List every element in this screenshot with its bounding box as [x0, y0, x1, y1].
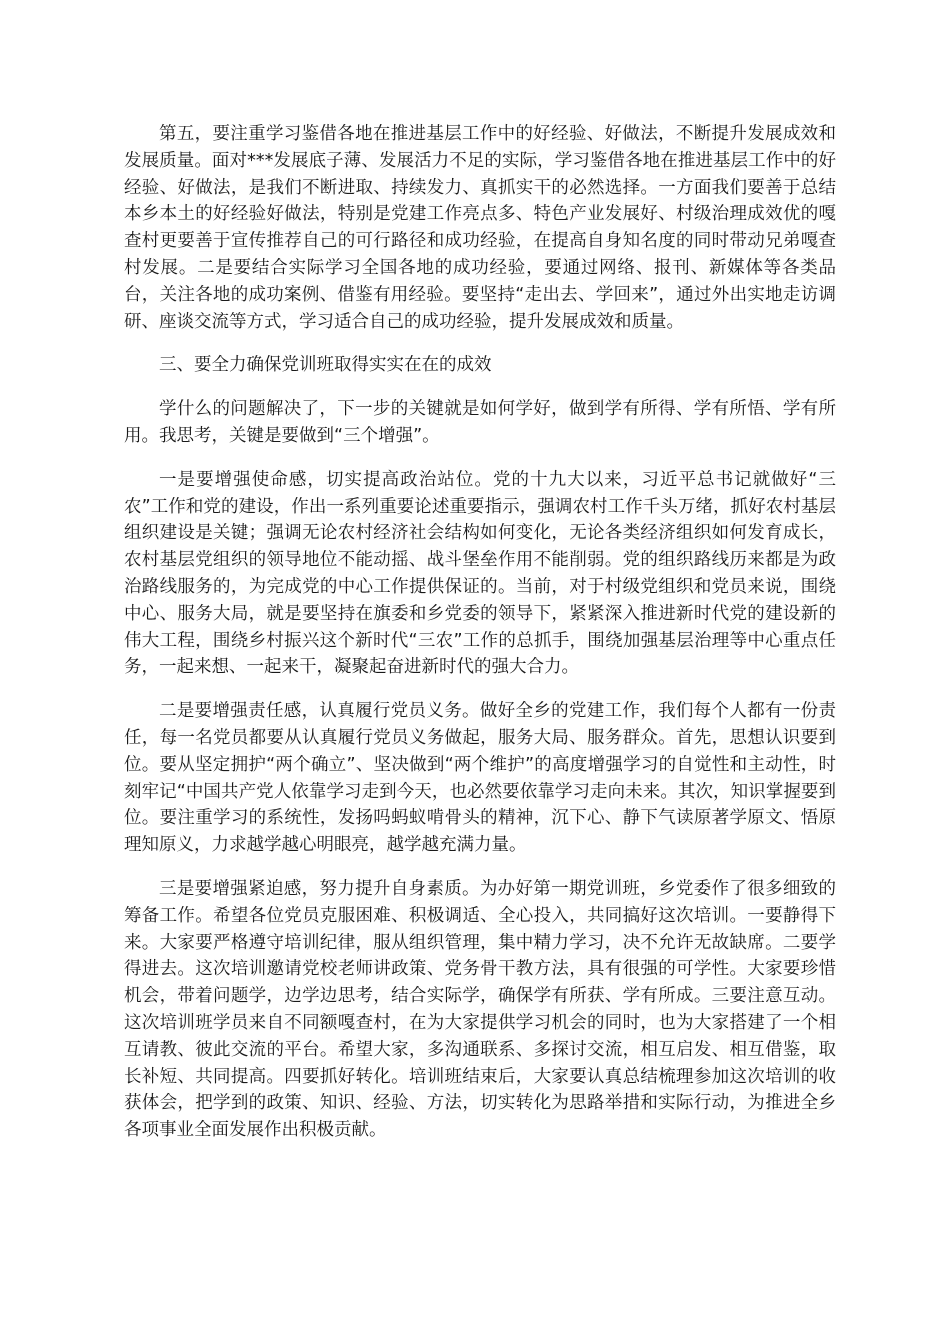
section-heading-three: 三、要全力确保党训班取得实实在在的成效 — [159, 355, 492, 376]
paragraph-intro-three-enhancements: 学什么的问题解决了，下一步的关键就是如何学好，做到学有所得、学有所悟、学有所用。我思考，关键是要做到“三个增强”。 — [124, 399, 836, 446]
document-page — [124, 121, 836, 1161]
paragraph-urgency: 三是要增强紧迫感，努力提升自身素质。为办好第一期党训班，乡党委作了很多细致的筹备工作。希望各位党员克服困难、积极调适、全心投入，共同搞好这次培训。一要静得下来。大家要严格遵守培训纪律，服从组织管理，集中精力学习，决不允许无故缺席。二要学得进去。这次培训邀请党校老师讲政策、党务骨干教方法，具有很强的可学性。大家要珍惜机会，带着问题学，边学边思考，结合实际学，确保学有所获、学有所成。三要注意互动。这次培训班学员来自不同额嘎查村，在为大家提供学习机会的同时，也为大家搭建了一个相互请教、彼此交流的平台。希望大家，多沟通联系、多探讨交流，相互启发、相互借鉴，取长补短、共同提高。四要抓好转化。培训班结束后，大家要认真总结梳理参加这次培训的收获体会，把学到的政策、知识、经验、方法，切实转化为思路举措和实际行动，为推进全乡各项事业全面发展作出积极贡献。 — [124, 878, 836, 1141]
paragraph-responsibility: 二是要增强责任感，认真履行党员义务。做好全乡的党建工作，我们每个人都有一份责任，每一名党员都要从认真履行党员义务做起，服务大局、服务群众。首先，思想认识要到位。要从坚定拥护“两个确立”、坚决做到“两个维护”的高度增强学习的自觉性和主动性，时刻牢记“中国共产党人依靠学习走到今天，也必然要依靠学习走向未来。其次，知识掌握要到位。要注重学习的系统性，发扬吗蚂蚁啃骨头的精神，沉下心、静下气读原著学原文、悟原理知原义，力求越学越心明眼亮，越学越充满力量。 — [124, 701, 836, 856]
paragraph-mission: 一是要增强使命感，切实提高政治站位。党的十九大以来，习近平总书记就做好“三农”工作和党的建设，作出一系列重要论述重要指示，强调农村工作千头万绪，抓好农村基层组织建设是关键；强调无论农村经济社会结构如何变化，无论各类经济组织如何发育成长，农村基层党组织的领导地位不能动摇、战斗堡垒作用不能削弱。党的组织路线历来都是为政治路线服务的，为完成党的中心工作提供保证的。当前，对于村级党组织和党员来说，围绕中心、服务大局，就是要坚持在旗委和乡党委的领导下，紧紧深入推进新时代党的建设新的伟大工程，围绕乡村振兴这个新时代“三农”工作的总抓手，围绕加强基层治理等中心重点任务，一起来想、一起来干，凝聚起奋进新时代的强大合力。 — [124, 469, 836, 678]
paragraph-fifth-point: 第五，要注重学习鉴借各地在推进基层工作中的好经验、好做法，不断提升发展成效和发展质量。面对***发展底子薄、发展活力不足的实际，学习鉴借各地在推进基层工作中的好经验、好做法，是我们不断进取、持续发力、真抓实干的必然选择。一方面我们要善于总结本乡本土的好经验好做法，特别是党建工作亮点多、特色产业发展好、村级治理成效优的嘎查村更要善于宣传推荐自己的可行路径和成功经验，在提高自身知名度的同时带动兄弟嘎查村发展。二是要结合实际学习全国各地的成功经验，要通过网络、报刊、新媒体等各类品台，关注各地的成功案例、借鉴有用经验。要坚持“走出去、学回来”，通过外出实地走访调研、座谈交流等方式，学习适合自己的成功经验，提升发展成效和质量。 — [124, 124, 836, 332]
